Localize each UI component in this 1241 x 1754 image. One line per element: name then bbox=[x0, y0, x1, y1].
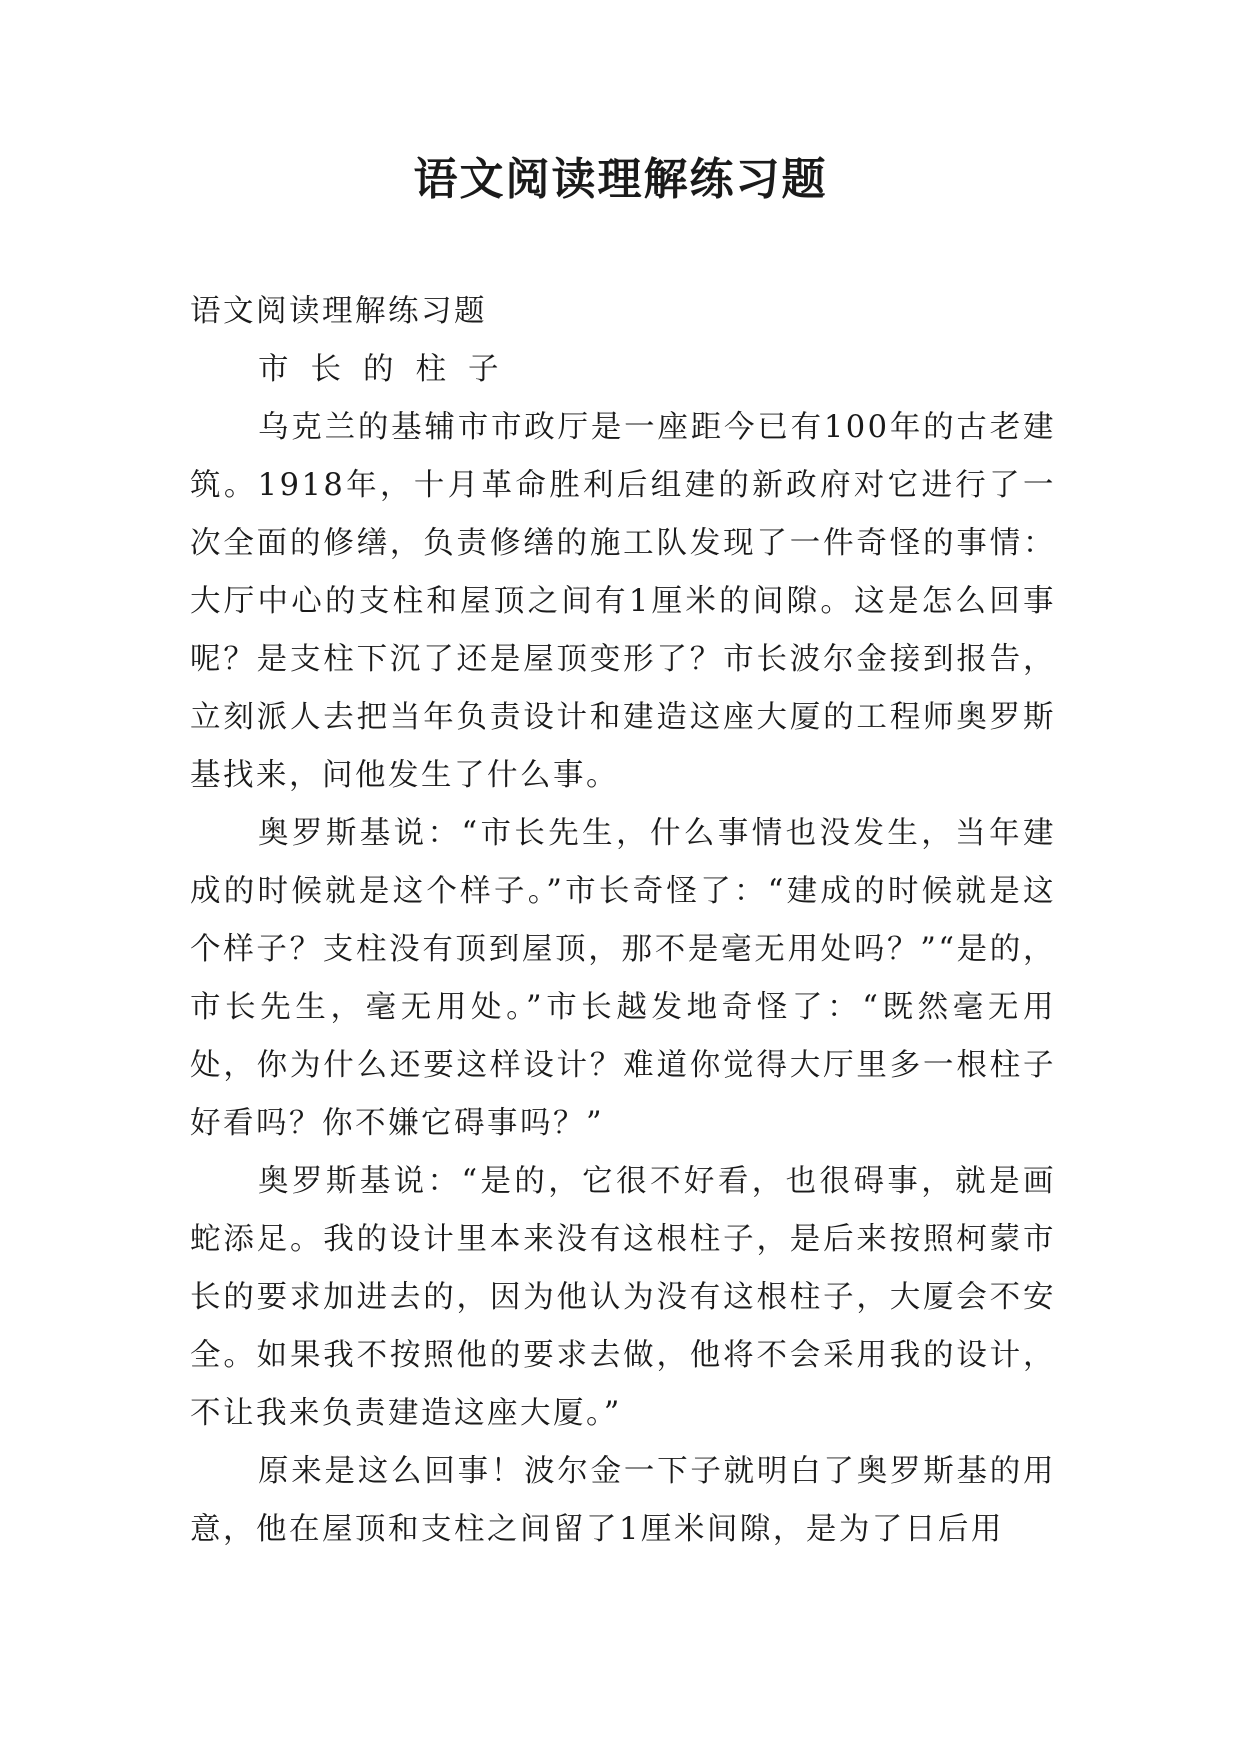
document-title: 语文阅读理解练习题 bbox=[413, 154, 828, 205]
section-heading: 语文阅读理解练习题 bbox=[190, 294, 487, 329]
paragraph: 奥罗斯基说：“是的，它很不好看，也很碍事，就是画蛇添足。我的设计里本来没有这根柱子，是后来按照柯蒙市长的要求加进去的，因为他认为没有这根柱子，大厦会不安全。如果我不按照他的要求去做，他将不会采用我的设计，不让我来负责建造这座大厦。” bbox=[190, 1164, 1056, 1431]
paragraph: 原来是这么回事！波尔金一下子就明白了奥罗斯基的用意，他在屋顶和支柱之间留了1厘米间隙，是为了日后用 bbox=[190, 1454, 1056, 1547]
paragraph: 奥罗斯基说：“市长先生，什么事情也没发生，当年建成的时候就是这个样子。”市长奇怪了：“建成的时候就是这个样子？支柱没有顶到屋顶，那不是毫无用处吗？”“是的，市长先生，毫无用处。”市长越发地奇怪了：“既然毫无用处，你为什么还要这样设计？难道你觉得大厅里多一根柱子好看吗？你不嫌它碍事吗？” bbox=[190, 816, 1056, 1141]
document-body bbox=[190, 283, 1056, 1559]
story-title: 市长的柱子 bbox=[258, 352, 521, 387]
paragraph: 乌克兰的基辅市市政厅是一座距今已有100年的古老建筑。1918年，十月革命胜利后组建的新政府对它进行了一次全面的修缮，负责修缮的施工队发现了一件奇怪的事情：大厅中心的支柱和屋顶之间有1厘米的间隙。这是怎么回事呢？是支柱下沉了还是屋顶变形了？市长波尔金接到报告，立刻派人去把当年负责设计和建造这座大厦的工程师奥罗斯基找来，问他发生了什么事。 bbox=[190, 410, 1056, 793]
